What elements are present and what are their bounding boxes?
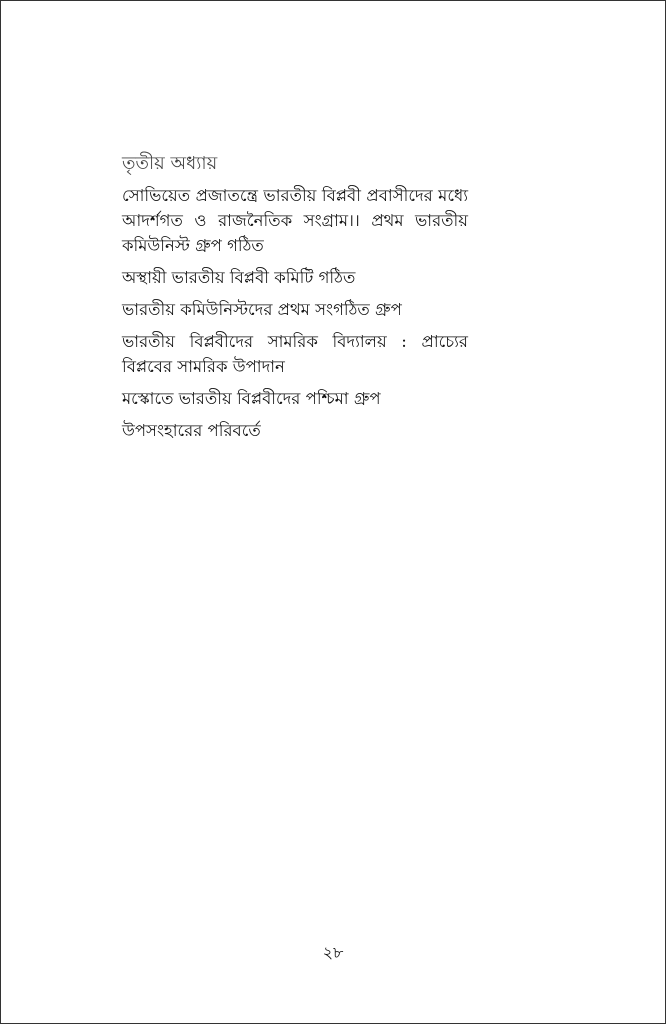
toc-list (122, 183, 468, 443)
toc-entry-military-school: ভারতীয় বিপ্লবীদের সামরিক বিদ্যালয় : প্রাচ্যের বিপ্লবের সামরিক উপাদান (122, 332, 468, 376)
toc-entry-ideological-struggle: সোভিয়েত প্রজাতন্ত্রে ভারতীয় বিপ্লবী প্রবাসীদের মধ্যে আদর্শগত ও রাজনৈতিক সংগ্রাম।। প্রথম ভারতীয় কমিউনিস্ট গ্রুপ গঠিত (122, 186, 468, 255)
page-number: ২৮ (322, 943, 344, 962)
toc-entry-in-lieu-of-conclusion: উপসংহারের পরিবর্তে (122, 421, 261, 440)
toc-entry-first-organized-group: ভারতীয় কমিউনিস্টদের প্রথম সংগঠিত গ্রুপ (122, 300, 402, 319)
table-of-contents (122, 151, 468, 450)
toc-entry-western-group-moscow: মস্কোতে ভারতীয় বিপ্লবীদের পশ্চিমা গ্রুপ (122, 389, 381, 408)
chapter-heading: তৃতীয় অধ্যায় (122, 153, 218, 174)
toc-entry-provisional-committee: অস্থায়ী ভারতীয় বিপ্লবী কমিটি গঠিত (122, 268, 356, 287)
